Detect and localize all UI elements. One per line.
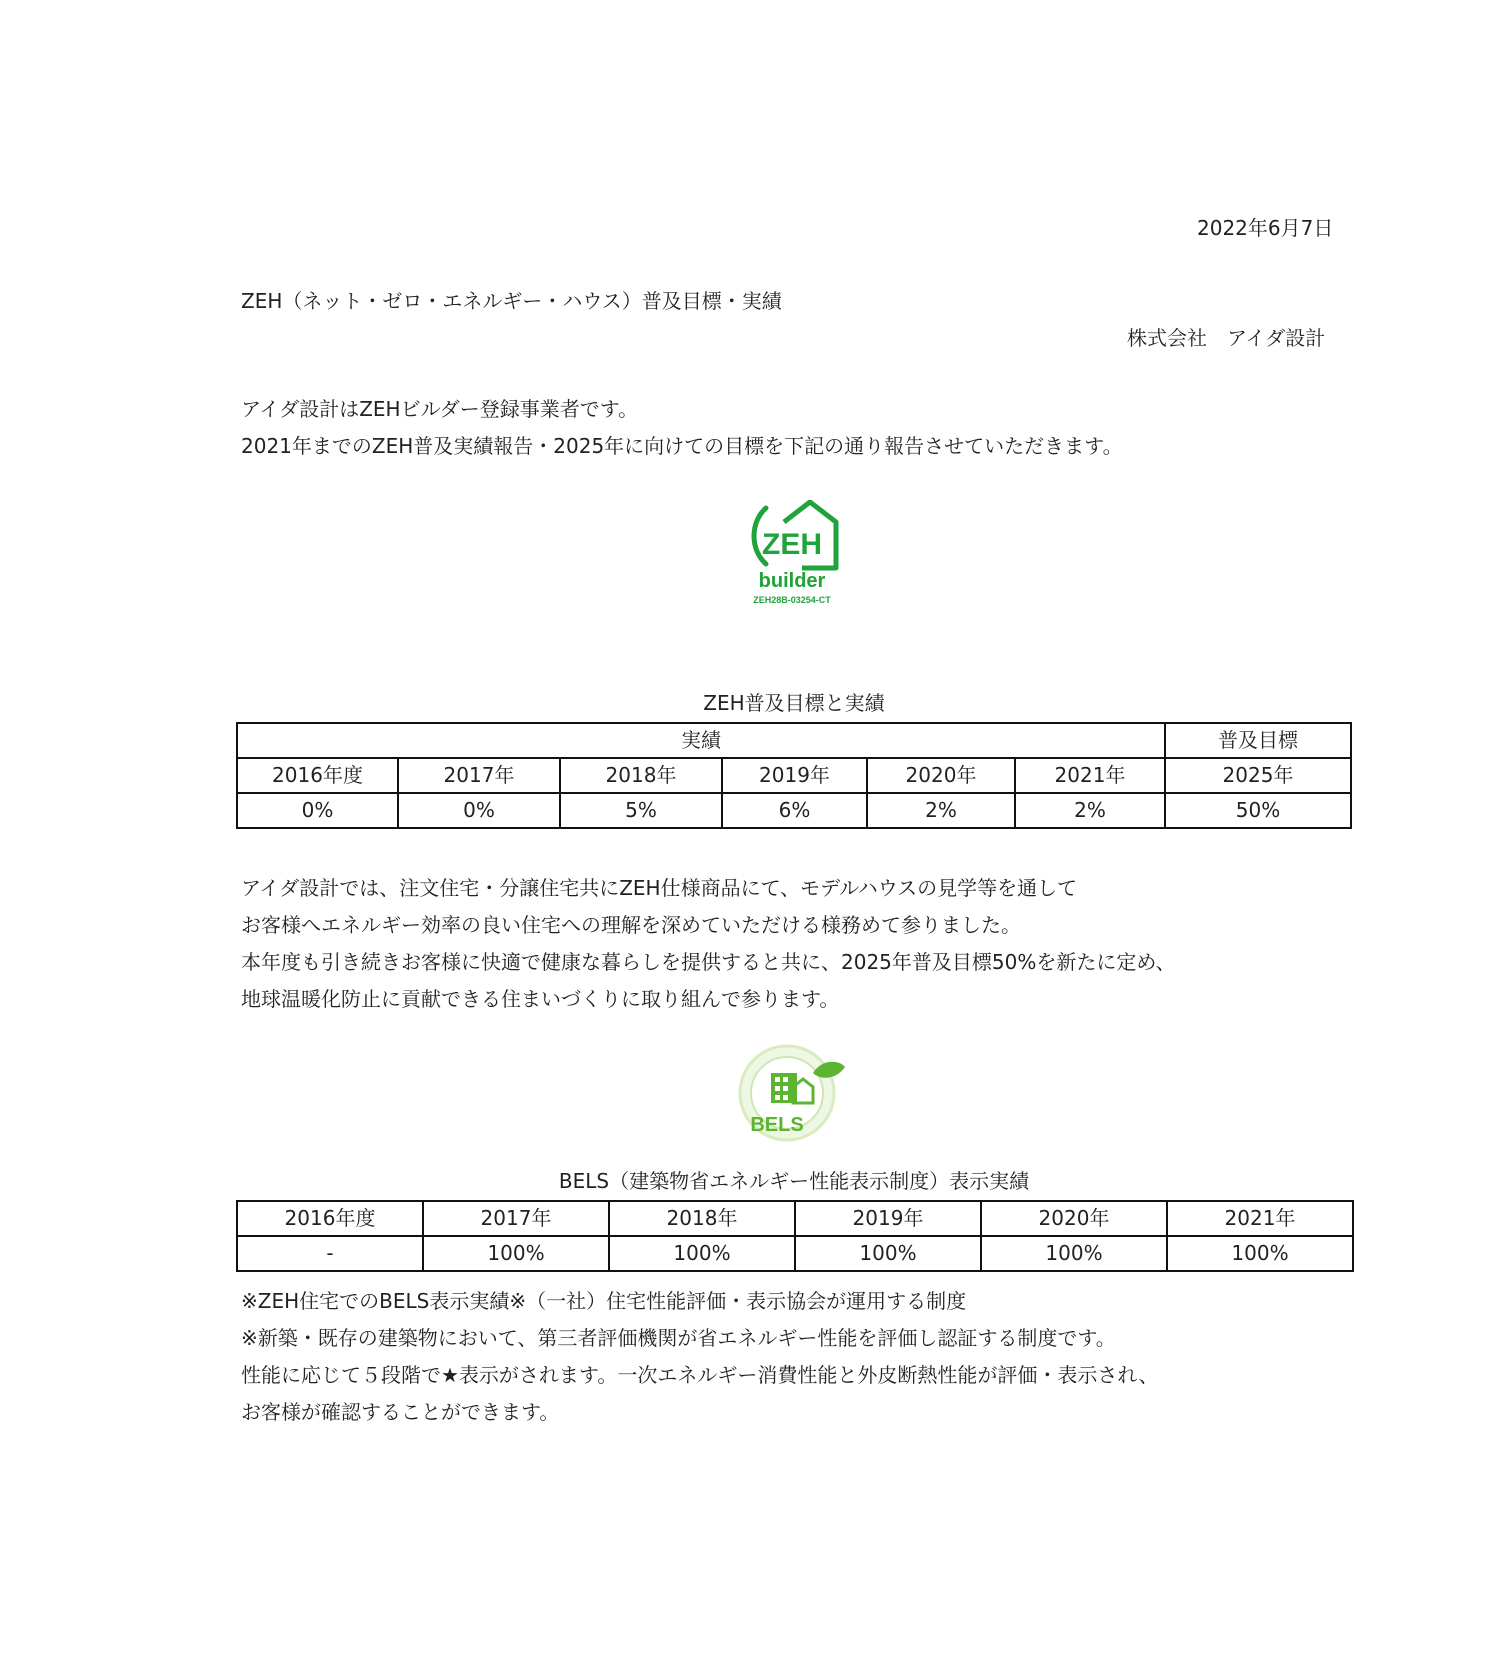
svg-text:ZEH28B-03254-CT: ZEH28B-03254-CT — [753, 595, 831, 605]
bels-value-cell: 100% — [423, 1236, 609, 1271]
zeh-year-cell: 2019年 — [722, 758, 867, 793]
zeh-table-group-row — [237, 723, 1351, 758]
zeh-year-cell: 2020年 — [867, 758, 1015, 793]
zeh-value-cell: 5% — [560, 793, 722, 828]
intro-line: アイダ設計はZEHビルダー登録事業者です。 — [241, 397, 639, 421]
zeh-year-cell: 2021年 — [1015, 758, 1165, 793]
bels-year-cell: 2021年 — [1167, 1201, 1353, 1236]
bels-value-cell: - — [237, 1236, 423, 1271]
zeh-year-cell: 2017年 — [398, 758, 560, 793]
message-line: お客様へエネルギー効率の良い住宅への理解を深めていただける様務めて参りました。 — [241, 913, 1021, 937]
zeh-value-cell: 2% — [867, 793, 1015, 828]
message-paragraph — [241, 870, 1176, 1018]
note-line: お客様が確認することができます。 — [241, 1400, 560, 1424]
zeh-value-cell: 50% — [1165, 793, 1351, 828]
zeh-table — [236, 722, 1352, 829]
bels-value-cell: 100% — [1167, 1236, 1353, 1271]
bels-value-cell: 100% — [609, 1236, 795, 1271]
bels-table-value-row — [237, 1236, 1353, 1271]
bels-value-cell: 100% — [981, 1236, 1167, 1271]
bels-year-cell: 2020年 — [981, 1201, 1167, 1236]
bels-table-caption: BELS（建築物省エネルギー性能表示制度）表示実績 — [558, 1169, 1030, 1193]
message-line: 本年度も引き続きお客様に快適で健康な暮らしを提供すると共に、2025年普及目標50%を新たに定め、 — [241, 950, 1176, 974]
svg-text:BELS: BELS — [750, 1114, 804, 1136]
zeh-group-actual: 実績 — [237, 723, 1165, 758]
intro-paragraph — [241, 391, 1123, 465]
zeh-builder-logo — [744, 500, 844, 608]
document-title: ZEH（ネット・ゼロ・エネルギー・ハウス）普及目標・実績 — [241, 289, 782, 313]
zeh-value-cell: 6% — [722, 793, 867, 828]
bels-logo — [737, 1043, 849, 1143]
svg-text:builder: builder — [758, 570, 826, 592]
bels-emblem-icon — [737, 1043, 849, 1143]
document-date: 2022年6月7日 — [1197, 216, 1334, 240]
bels-year-cell: 2017年 — [423, 1201, 609, 1236]
company-name: 株式会社 アイダ設計 — [1127, 326, 1326, 350]
message-line: 地球温暖化防止に貢献できる住まいづくりに取り組んで参ります。 — [241, 987, 840, 1011]
zeh-value-cell: 0% — [398, 793, 560, 828]
zeh-year-cell: 2025年 — [1165, 758, 1351, 793]
bels-year-cell: 2019年 — [795, 1201, 981, 1236]
bels-year-cell: 2018年 — [609, 1201, 795, 1236]
bels-table-year-row — [237, 1201, 1353, 1236]
note-line: ※ZEH住宅でのBELS表示実績※（一社）住宅性能評価・表示協会が運用する制度 — [241, 1289, 967, 1313]
zeh-table-value-row — [237, 793, 1351, 828]
bels-value-cell: 100% — [795, 1236, 981, 1271]
bels-year-cell: 2016年度 — [237, 1201, 423, 1236]
zeh-value-cell: 0% — [237, 793, 398, 828]
note-line: 性能に応じて５段階で★表示がされます。一次エネルギー消費性能と外皮断熱性能が評価・表示され、 — [241, 1363, 1159, 1387]
zeh-year-cell: 2018年 — [560, 758, 722, 793]
zeh-group-target: 普及目標 — [1165, 723, 1351, 758]
zeh-house-icon — [744, 500, 844, 608]
note-line: ※新築・既存の建築物において、第三者評価機関が省エネルギー性能を評価し認証する制度です。 — [241, 1326, 1116, 1350]
message-line: アイダ設計では、注文住宅・分譲住宅共にZEH仕様商品にて、モデルハウスの見学等を通して — [241, 876, 1078, 900]
svg-text:ZEH: ZEH — [762, 528, 822, 561]
bels-table — [236, 1200, 1354, 1272]
zeh-table-caption: ZEH普及目標と実績 — [703, 691, 885, 715]
intro-line: 2021年までのZEH普及実績報告・2025年に向けての目標を下記の通り報告させていただきます。 — [241, 434, 1123, 458]
zeh-year-cell: 2016年度 — [237, 758, 398, 793]
zeh-table-year-row — [237, 758, 1351, 793]
zeh-value-cell: 2% — [1015, 793, 1165, 828]
notes-paragraph — [241, 1283, 1159, 1431]
